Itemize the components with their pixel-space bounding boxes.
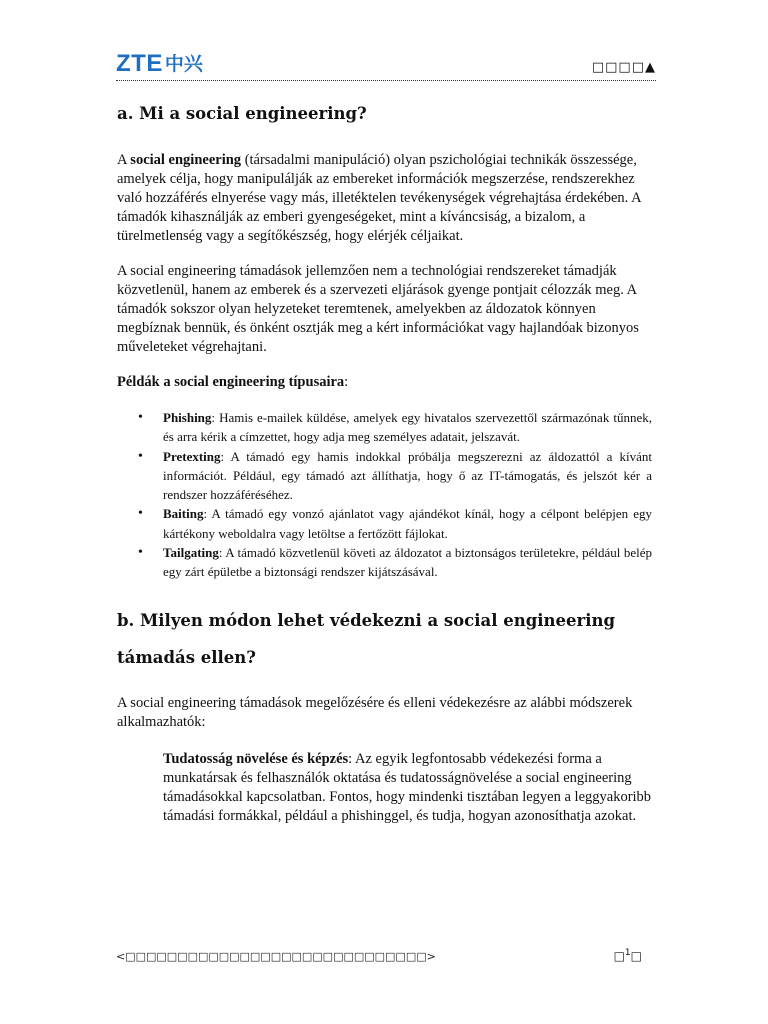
section-b-heading: b. Milyen módon lehet védekezni a social engineering támadás ellen? (117, 610, 615, 667)
list-item-baiting: • Baiting: A támadó egy vonzó ajánlatot vagy ajándékot kínál, hogy a célpont belépjen egy kártékony weboldalra vagy letöltse a fertőzött fájlokat. (163, 504, 652, 543)
company-logo (116, 52, 203, 76)
header-divider (116, 80, 656, 81)
section-a-heading: a. Mi a social engineering? (117, 104, 367, 123)
section-a-paragraph-1: A social engineering (társadalmi manipuláció) olyan pszichológiai technikák összessége, amelyek célja, hogy manipulálják az embereket információk megszerzése, rendszerekhez való hozzáférés elnyerése vagy más, illetéktelen tevékenységek végrehajtása érdekében. A támadók kihasználják az emberi gyengeségeket, mint a kíváncsiság, a bizalom, a türelmetlenség vagy a segítőkészség, hogy elérjék céljaikat. (117, 152, 641, 244)
section-b-intro: A social engineering támadások megelőzésére és elleni védekezésre az alábbi módszerek alkalmazhatók: (117, 694, 633, 730)
section-a-paragraph-2: A social engineering támadások jellemzően nem a technológiai rendszereket támadják közvetlenül, hanem az emberek és a szervezeti eljárások gyenge pontjait célozzák meg. A támadók sokszor olyan helyzeteket teremtenek, amelyekben az áldozatok könnyen megbíznak bennük, és önként osztják meg a kért információkat vagy hajlandóak bizonyos műveleteket végrehajtani. (117, 263, 639, 355)
page-number: □$^1$□ (613, 948, 642, 963)
list-item-pretexting: • Pretexting: A támadó egy hamis indokkal próbálja megszerezni az áldozattól a kívánt információt. Például, egy támadó azt állíthatja, hogy ő az IT-támogatás, és jelszót kér a rendszer hozzáféréséhez. (163, 447, 652, 505)
list-item-phishing: • Phishing: Hamis e-mailek küldése, amelyek egy hivatalos szervezettől származónak tűnnek, és arra kérik a címzettet, hogy adja meg személyes adatait, jelszavát. (163, 408, 652, 447)
bold-term: social engineering (130, 152, 242, 168)
examples-list (117, 408, 652, 582)
header-right-text: □□□□▲ (591, 60, 656, 75)
footer-text: <□□□□□□□□□□□□□□□□□□□□□□□□□□□□□> (116, 950, 436, 963)
logo-latin: ZTE (116, 50, 163, 77)
list-item-tailgating: • Tailgating: A támadó közvetlenül követi az áldozatot a biztonságos területekre, például belép egy zárt épületbe a biztonsági rendszer kijátszásával. (163, 543, 652, 582)
logo-cjk: 中兴 (164, 53, 203, 75)
section-b-item: Tudatosság növelése és képzés: Az egyik legfontosabb védekezési forma a munkatársak és felhasználók oktatása és tudatosságnövelése a social engineering támadásokkal kapcsolatban. Fontos, hogy mindenki tisztában legyen a leggyakoribb támadási formákkal, például a phishinggel, és tudja, hogyan azonosíthatja azokat. (163, 750, 652, 824)
examples-label: Példák a social engineering típusaira: (117, 374, 349, 390)
document-body (117, 100, 652, 826)
